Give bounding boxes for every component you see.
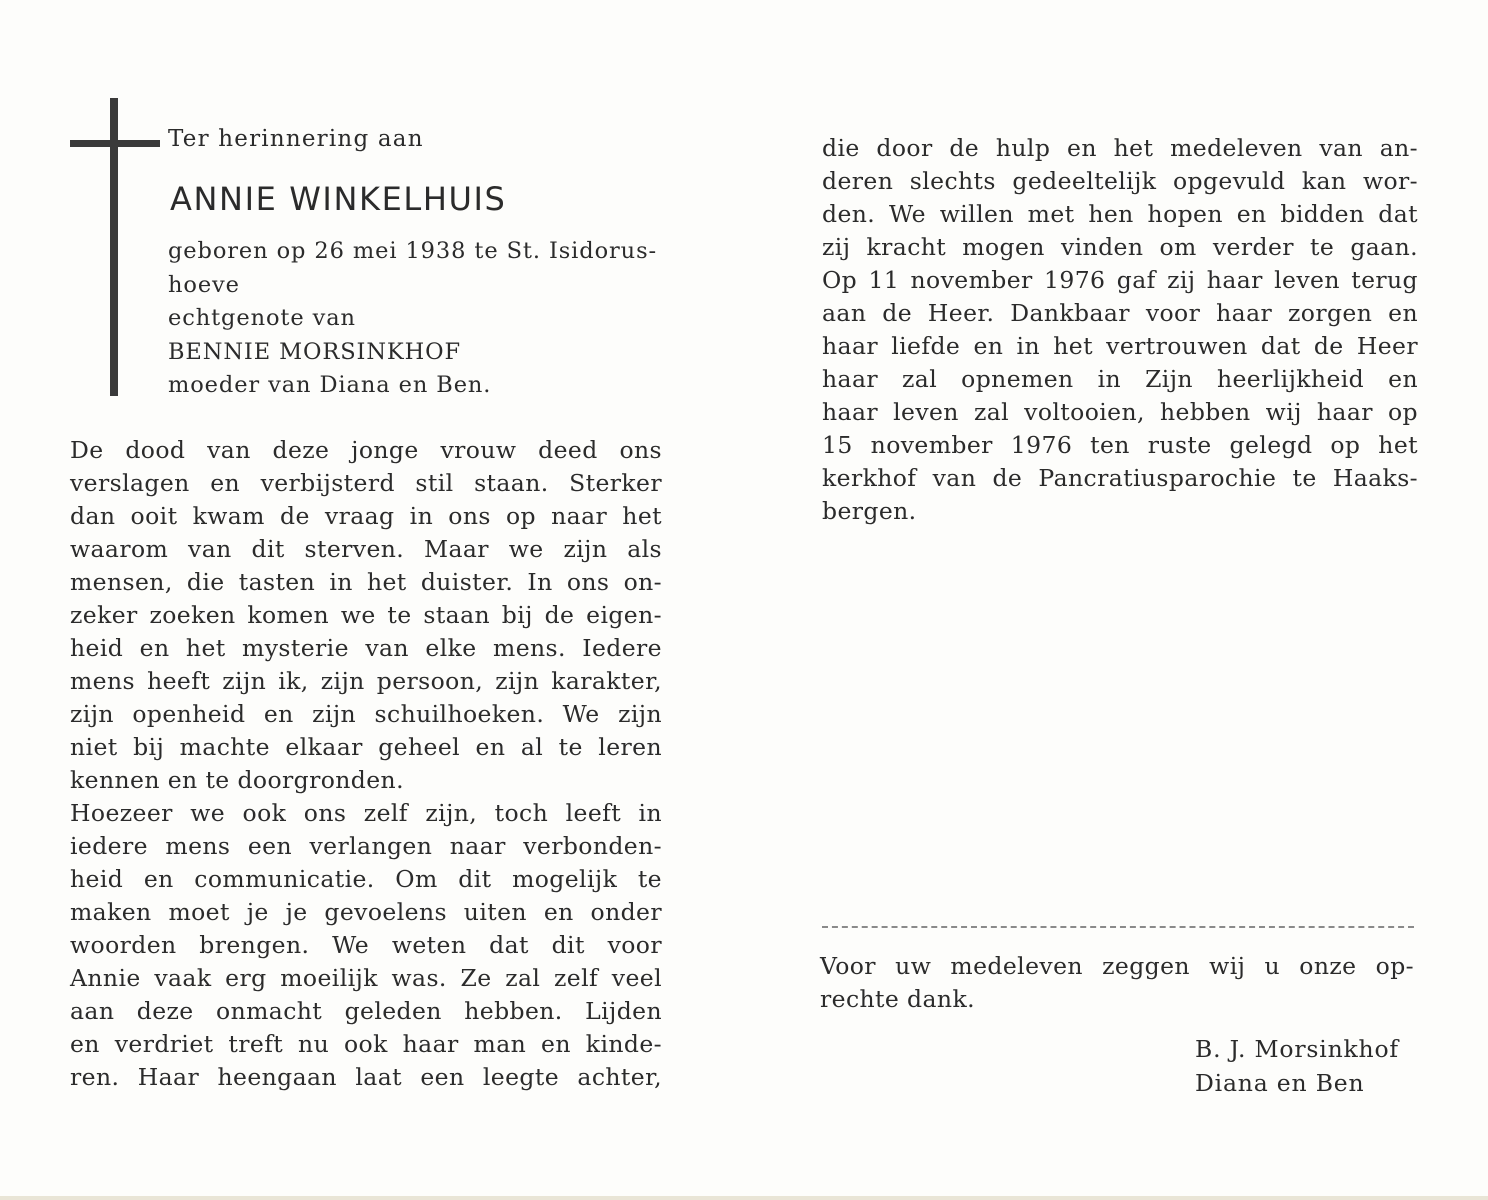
text-line: mens heeft zijn ik, zijn persoon, zijn karakter, (70, 667, 662, 695)
text-line: zeker zoeken komen we te staan bij de eigen- (70, 601, 662, 629)
card-edge (0, 1196, 1488, 1200)
text-line: Voor uw medeleven zeggen wij u onze op- (820, 952, 1414, 980)
text-line: heid en communicatie. Om dit mogelijk te (70, 865, 662, 893)
text-line: haar leven zal voltooien, hebben wij haar op (822, 398, 1418, 426)
left-column-text (70, 434, 662, 1094)
deceased-details (168, 235, 668, 403)
signature-line: B. J. Morsinkhof (1195, 1035, 1399, 1063)
text-line: die door de hulp en het medeleven van an- (822, 134, 1418, 162)
detail-line: BENNIE MORSINKHOF (168, 338, 462, 365)
text-line: deren slechts gedeeltelijk opgevuld kan wor- (822, 167, 1418, 195)
text-line: bergen. (822, 497, 917, 525)
signature-block (1195, 1032, 1399, 1100)
text-line: woorden brengen. We weten dat dit voor (70, 931, 662, 959)
text-line: Op 11 november 1976 gaf zij haar leven terug (822, 266, 1418, 294)
text-line: 15 november 1976 ten ruste gelegd op het (822, 431, 1418, 459)
text-line: zij kracht mogen vinden om verder te gaan. (822, 233, 1418, 261)
cross-icon-bar (70, 140, 160, 147)
text-line: haar zal opnemen in Zijn heerlijkheid en (822, 365, 1418, 393)
text-line: waarom van dit sterven. Maar we zijn als (70, 535, 662, 563)
text-line: maken moet je je gevoelens uiten en onder (70, 898, 662, 926)
text-line: zijn openheid en zijn schuilhoeken. We zijn (70, 700, 662, 728)
text-line: verslagen en verbijsterd stil staan. Sterker (70, 469, 662, 497)
deceased-name: ANNIE WINKELHUIS (170, 180, 507, 218)
detail-line: geboren op 26 mei 1938 te St. Isidorus- (168, 238, 658, 264)
text-line: kerkhof van de Pancratiusparochie te Haaks- (822, 464, 1418, 492)
intro-text: Ter herinnering aan (168, 126, 424, 152)
text-line: heid en het mysterie van elke mens. Iedere (70, 634, 662, 662)
text-line: dan ooit kwam de vraag in ons op naar het (70, 502, 662, 530)
text-line: aan de Heer. Dankbaar voor haar zorgen en (822, 299, 1418, 327)
text-line: iedere mens een verlangen naar verbonden- (70, 832, 662, 860)
text-line: ren. Haar heengaan laat een leegte achter, (70, 1063, 662, 1091)
signature-line: Diana en Ben (1195, 1069, 1365, 1097)
text-line: rechte dank. (820, 985, 975, 1013)
text-line: aan deze onmacht geleden hebben. Lijden (70, 997, 662, 1025)
detail-line: moeder van Diana en Ben. (168, 372, 492, 398)
text-line: den. We willen met hen hopen en bidden dat (822, 200, 1418, 228)
right-column-text (822, 132, 1418, 528)
text-line: De dood van deze jonge vrouw deed ons (70, 436, 662, 464)
text-line: en verdriet treft nu ook haar man en kinde- (70, 1030, 662, 1058)
text-line: niet bij machte elkaar geheel en al te leren (70, 733, 662, 761)
detail-line: hoeve (168, 271, 240, 298)
text-line: kennen en te doorgronden. (70, 766, 404, 794)
text-line: Hoezeer we ook ons zelf zijn, toch leeft in (70, 799, 662, 827)
text-line: mensen, die tasten in het duister. In ons on- (70, 568, 662, 596)
divider-line (822, 926, 1414, 928)
thanks-text (820, 950, 1414, 1016)
text-line: Annie vaak erg moeilijk was. Ze zal zelf veel (70, 964, 662, 992)
detail-line: echtgenote van (168, 305, 356, 331)
text-line: haar liefde en in het vertrouwen dat de Heer (822, 332, 1418, 360)
